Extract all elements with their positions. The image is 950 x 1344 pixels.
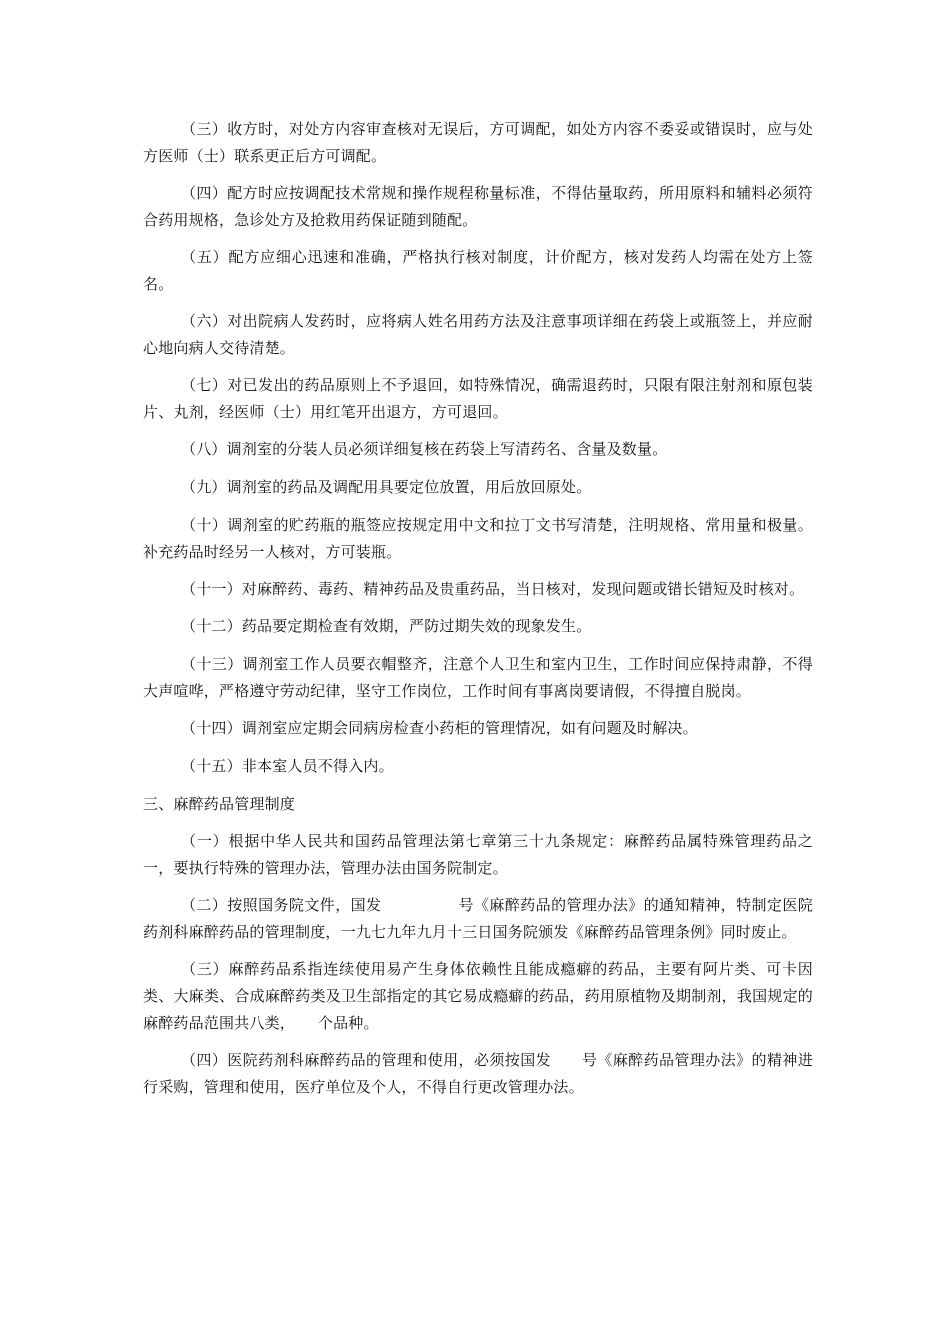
- paragraph-9: （九）调剂室的药品及调配用具要定位放置，用后放回原处。: [181, 478, 592, 496]
- paragraph-10: （十）调剂室的贮药瓶的瓶签应按规定用中文和拉丁文书写清楚，注明规格、常用量和极量。补充药品时经另一人核对，方可装瓶。: [143, 516, 813, 561]
- section-paragraph-4: （四）医院药剂科麻醉药品的管理和使用，必须按国发 号《麻醉药品管理办法》的精神进行采购，管理和使用，医疗单位及个人，不得自行更改管理办法。: [143, 1051, 813, 1096]
- paragraph-7: （七）对已发出的药品原则上不予退回，如特殊情况，确需退药时，只限有限注射剂和原包装片、丸剂，经医师（士）用红笔开出退方，方可退回。: [143, 376, 813, 421]
- paragraph-12: （十二）药品要定期检查有效期，严防过期失效的现象发生。: [181, 617, 592, 635]
- paragraph-6: （六）对出院病人发药时，应将病人姓名用药方法及注意事项详细在药袋上或瓶签上，并应耐心地向病人交待清楚。: [143, 312, 813, 357]
- paragraph-14: （十四）调剂室应定期会同病房检查小药柜的管理情况，如有问题及时解决。: [181, 719, 698, 737]
- paragraph-5: （五）配方应细心迅速和准确，严格执行核对制度，计价配方，核对发药人均需在处方上签名。: [143, 248, 813, 293]
- paragraph-15: （十五）非本室人员不得入内。: [181, 757, 394, 775]
- document-page: [143, 116, 813, 1111]
- section-heading: 三、麻醉药品管理制度: [143, 795, 296, 813]
- paragraph-11: （十一）对麻醉药、毒药、精神药品及贵重药品，当日核对，发现问题或错长错短及时核对。: [181, 580, 805, 598]
- section-paragraph-1: （一）根据中华人民共和国药品管理法第七章第三十九条规定：麻醉药品属特殊管理药品之一，要执行特殊的管理办法，管理办法由国务院制定。: [143, 832, 813, 877]
- section-paragraph-2: （二）按照国务院文件，国发 号《麻醉药品的管理办法》的通知精神，特制定医院药剂科麻醉药品的管理制度，一九七九年九月十三日国务院颁发《麻醉药品管理条例》同时废止。: [143, 896, 813, 941]
- paragraph-13: （十三）调剂室工作人员要衣帽整齐，注意个人卫生和室内卫生，工作时间应保持肃静，不得大声喧哗，严格遵守劳动纪律，坚守工作岗位，工作时间有事离岗要请假，不得擅自脱岗。: [143, 655, 813, 700]
- paragraph-4: （四）配方时应按调配技术常规和操作规程称量标准，不得估量取药，所用原料和辅料必须符合药用规格，急诊处方及抢救用药保证随到随配。: [143, 184, 813, 229]
- paragraph-3: （三）收方时，对处方内容审查核对无误后，方可调配，如处方内容不委妥或错误时，应与处方医师（士）联系更正后方可调配。: [143, 120, 813, 165]
- section-paragraph-3: （三）麻醉药品系指连续使用易产生身体依赖性且能成瘾癖的药品，主要有阿片类、可卡因类、大麻类、合成麻醉药类及卫生部指定的其它易成瘾癖的药品，药用原植物及期制剂，我国规定的麻醉药品范围共八类， 个品种。: [143, 960, 813, 1032]
- paragraph-8: （八）调剂室的分装人员必须详细复核在药袋上写清药名、含量及数量。: [181, 440, 668, 458]
